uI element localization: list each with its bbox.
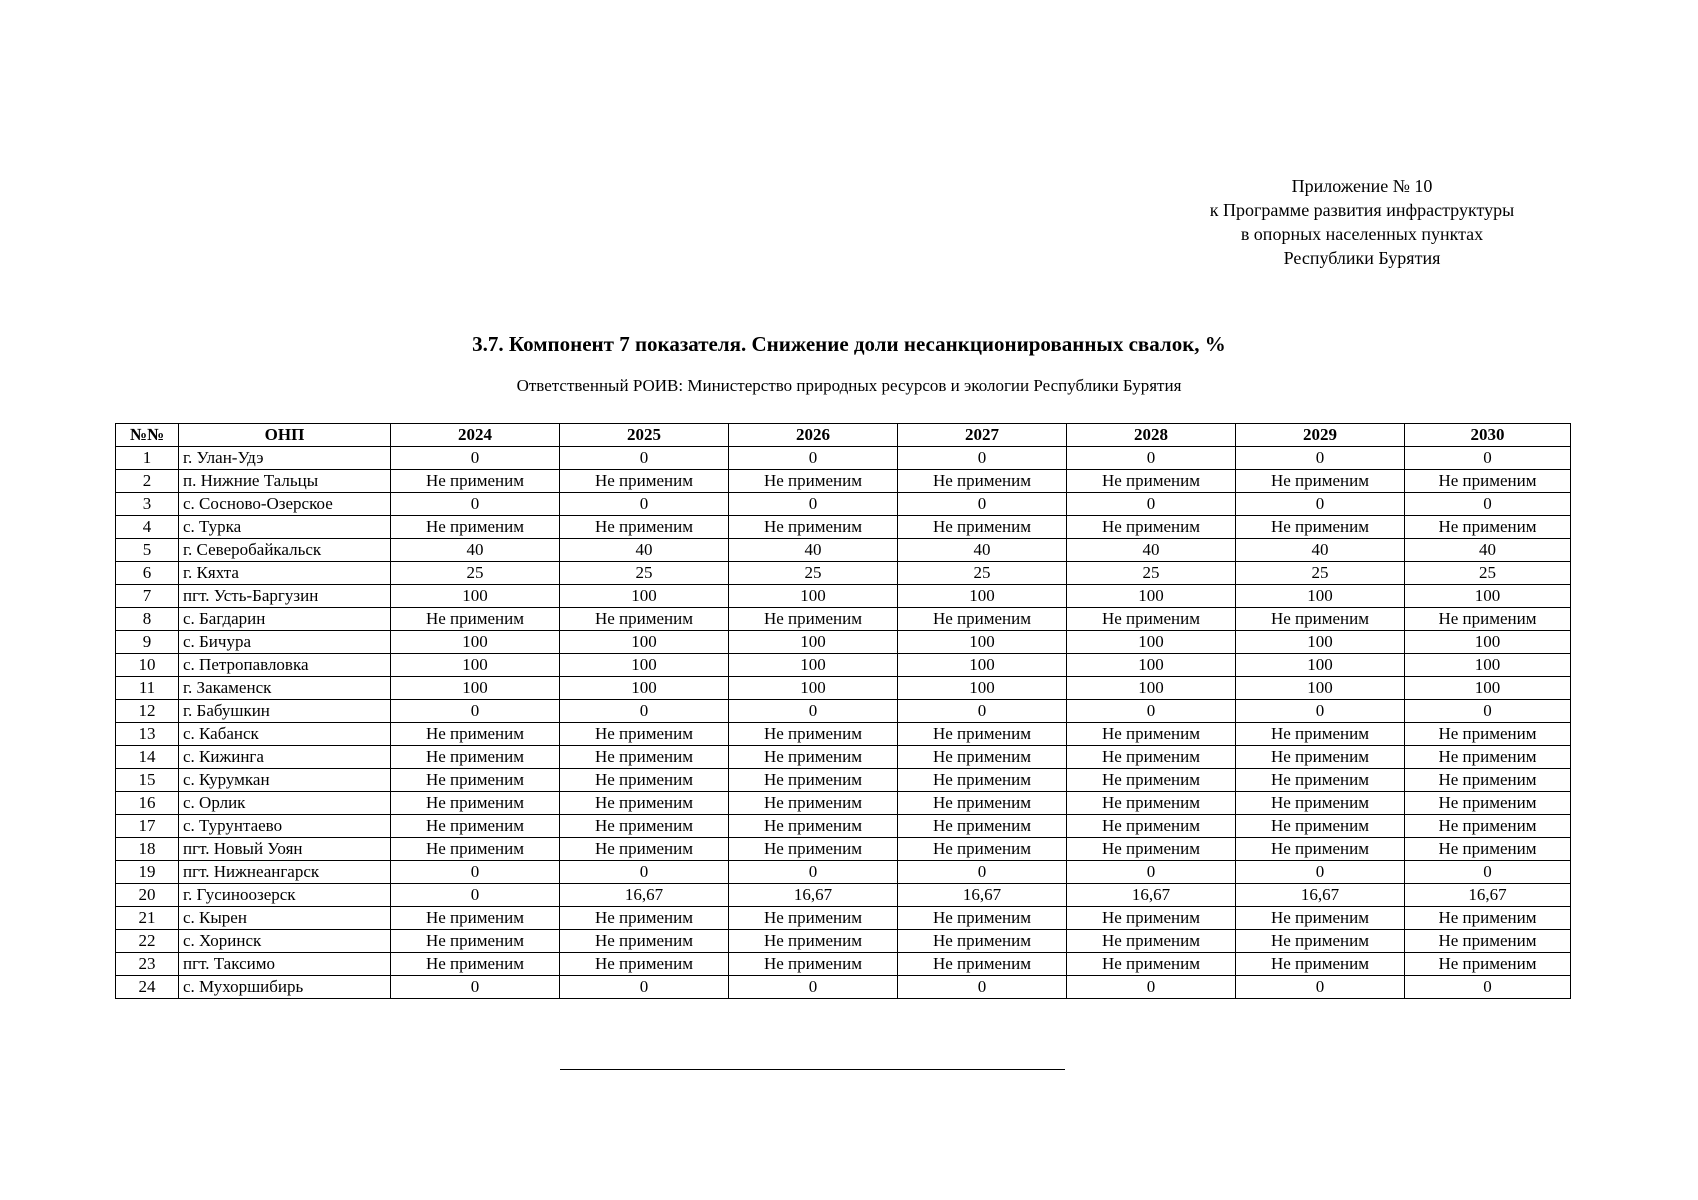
- year-value-cell: 0: [898, 493, 1067, 516]
- year-value-cell: Не применим: [391, 930, 560, 953]
- year-value-cell: Не применим: [729, 723, 898, 746]
- year-value-cell: Не применим: [1405, 815, 1571, 838]
- year-value-cell: Не применим: [1405, 746, 1571, 769]
- table-row: [116, 746, 1571, 769]
- year-value-cell: 100: [560, 585, 729, 608]
- row-number: 9: [116, 631, 179, 654]
- year-value-cell: 100: [391, 631, 560, 654]
- year-value-cell: Не применим: [560, 723, 729, 746]
- row-number: 21: [116, 907, 179, 930]
- row-number: 16: [116, 792, 179, 815]
- year-value-cell: Не применим: [560, 930, 729, 953]
- year-value-cell: 0: [1405, 493, 1571, 516]
- year-value-cell: 25: [1067, 562, 1236, 585]
- year-value-cell: Не применим: [729, 792, 898, 815]
- year-value-cell: Не применим: [1405, 470, 1571, 493]
- settlement-name: с. Багдарин: [179, 608, 391, 631]
- year-value-cell: 100: [1236, 677, 1405, 700]
- year-value-cell: Не применим: [898, 723, 1067, 746]
- header-year: 2030: [1405, 424, 1571, 447]
- row-number: 4: [116, 516, 179, 539]
- year-value-cell: 16,67: [560, 884, 729, 907]
- table-row: [116, 792, 1571, 815]
- year-value-cell: Не применим: [1405, 769, 1571, 792]
- year-value-cell: 25: [560, 562, 729, 585]
- year-value-cell: 0: [560, 447, 729, 470]
- table-row: [116, 562, 1571, 585]
- year-value-cell: Не применим: [1236, 470, 1405, 493]
- year-value-cell: 100: [391, 654, 560, 677]
- year-value-cell: Не применим: [391, 815, 560, 838]
- year-value-cell: Не применим: [898, 470, 1067, 493]
- year-value-cell: Не применим: [391, 746, 560, 769]
- year-value-cell: 0: [560, 700, 729, 723]
- settlement-name: с. Хоринск: [179, 930, 391, 953]
- settlement-name: с. Кабанск: [179, 723, 391, 746]
- table-row: [116, 493, 1571, 516]
- year-value-cell: Не применим: [391, 723, 560, 746]
- year-value-cell: 100: [729, 585, 898, 608]
- year-value-cell: Не применим: [1405, 953, 1571, 976]
- table-row: [116, 539, 1571, 562]
- year-value-cell: 0: [1236, 447, 1405, 470]
- year-value-cell: Не применим: [1236, 723, 1405, 746]
- year-value-cell: Не применим: [1067, 792, 1236, 815]
- year-value-cell: Не применим: [1405, 516, 1571, 539]
- table-row: [116, 470, 1571, 493]
- year-value-cell: 0: [1067, 493, 1236, 516]
- year-value-cell: Не применим: [729, 769, 898, 792]
- year-value-cell: Не применим: [1067, 953, 1236, 976]
- responsible-authority: Ответственный РОИВ: Министерство природных ресурсов и экологии Республики Бурятия: [516, 376, 1182, 395]
- row-number: 6: [116, 562, 179, 585]
- year-value-cell: 0: [1405, 976, 1571, 999]
- row-number: 7: [116, 585, 179, 608]
- row-number: 19: [116, 861, 179, 884]
- year-value-cell: 100: [898, 654, 1067, 677]
- year-value-cell: Не применим: [391, 470, 560, 493]
- year-value-cell: Не применим: [1236, 608, 1405, 631]
- year-value-cell: Не применим: [1405, 608, 1571, 631]
- settlement-name: г. Северобайкальск: [179, 539, 391, 562]
- row-number: 20: [116, 884, 179, 907]
- settlement-name: г. Гусиноозерск: [179, 884, 391, 907]
- year-value-cell: Не применим: [898, 746, 1067, 769]
- header-year: 2024: [391, 424, 560, 447]
- year-value-cell: Не применим: [898, 769, 1067, 792]
- year-value-cell: Не применим: [560, 746, 729, 769]
- year-value-cell: Не применим: [560, 953, 729, 976]
- year-value-cell: Не применим: [1067, 815, 1236, 838]
- year-value-cell: Не применим: [729, 907, 898, 930]
- year-value-cell: 0: [1236, 493, 1405, 516]
- year-value-cell: 100: [729, 677, 898, 700]
- table-row: [116, 723, 1571, 746]
- row-number: 2: [116, 470, 179, 493]
- year-value-cell: Не применим: [729, 815, 898, 838]
- year-value-cell: 16,67: [1067, 884, 1236, 907]
- year-value-cell: 0: [1236, 976, 1405, 999]
- year-value-cell: 100: [1236, 631, 1405, 654]
- year-value-cell: 40: [898, 539, 1067, 562]
- header-year: 2028: [1067, 424, 1236, 447]
- settlement-name: с. Мухоршибирь: [179, 976, 391, 999]
- settlement-name: с. Орлик: [179, 792, 391, 815]
- year-value-cell: 25: [391, 562, 560, 585]
- settlement-name: г. Улан-Удэ: [179, 447, 391, 470]
- year-value-cell: Не применим: [1236, 815, 1405, 838]
- table-row: [116, 608, 1571, 631]
- year-value-cell: 0: [729, 861, 898, 884]
- year-value-cell: 100: [1067, 677, 1236, 700]
- table-row: [116, 907, 1571, 930]
- year-value-cell: Не применим: [391, 516, 560, 539]
- year-value-cell: Не применим: [898, 838, 1067, 861]
- table-row: [116, 861, 1571, 884]
- year-value-cell: 0: [1067, 447, 1236, 470]
- year-value-cell: 100: [1405, 631, 1571, 654]
- settlement-name: пгт. Нижнеангарск: [179, 861, 391, 884]
- year-value-cell: Не применим: [1236, 953, 1405, 976]
- year-value-cell: Не применим: [729, 953, 898, 976]
- year-value-cell: Не применим: [729, 746, 898, 769]
- table-row: [116, 700, 1571, 723]
- year-value-cell: Не применим: [1067, 746, 1236, 769]
- year-value-cell: Не применим: [1405, 723, 1571, 746]
- year-value-cell: Не применим: [560, 815, 729, 838]
- year-value-cell: 40: [391, 539, 560, 562]
- settlement-name: пгт. Таксимо: [179, 953, 391, 976]
- table-row: [116, 654, 1571, 677]
- year-value-cell: 0: [729, 447, 898, 470]
- year-value-cell: Не применим: [1067, 516, 1236, 539]
- year-value-cell: Не применим: [1236, 907, 1405, 930]
- year-value-cell: 100: [560, 677, 729, 700]
- year-value-cell: 25: [898, 562, 1067, 585]
- row-number: 24: [116, 976, 179, 999]
- year-value-cell: 100: [1236, 654, 1405, 677]
- year-value-cell: 0: [729, 700, 898, 723]
- year-value-cell: 25: [1405, 562, 1571, 585]
- footer-rule: [560, 1069, 1065, 1070]
- year-value-cell: 0: [1236, 700, 1405, 723]
- table-row: [116, 769, 1571, 792]
- year-value-cell: 0: [1067, 976, 1236, 999]
- table-body: [116, 447, 1571, 999]
- year-value-cell: 0: [729, 493, 898, 516]
- year-value-cell: 40: [1236, 539, 1405, 562]
- year-value-cell: Не применим: [729, 930, 898, 953]
- settlement-name: пгт. Усть-Баргузин: [179, 585, 391, 608]
- year-value-cell: Не применим: [729, 608, 898, 631]
- year-value-cell: 40: [560, 539, 729, 562]
- year-value-cell: 40: [1067, 539, 1236, 562]
- year-value-cell: Не применим: [1067, 470, 1236, 493]
- header-settlement: ОНП: [179, 424, 391, 447]
- row-number: 11: [116, 677, 179, 700]
- row-number: 22: [116, 930, 179, 953]
- year-value-cell: 0: [1236, 861, 1405, 884]
- year-value-cell: 100: [729, 631, 898, 654]
- year-value-cell: 16,67: [1236, 884, 1405, 907]
- row-number: 3: [116, 493, 179, 516]
- row-number: 8: [116, 608, 179, 631]
- header-year: 2025: [560, 424, 729, 447]
- table-row: [116, 884, 1571, 907]
- year-value-cell: 0: [391, 861, 560, 884]
- appendix-line-1: Приложение № 10: [1291, 176, 1433, 196]
- year-value-cell: 100: [898, 677, 1067, 700]
- indicator-table: [115, 423, 1571, 999]
- year-value-cell: 25: [729, 562, 898, 585]
- table-row: [116, 447, 1571, 470]
- year-value-cell: 0: [1405, 447, 1571, 470]
- year-value-cell: 100: [1405, 654, 1571, 677]
- year-value-cell: 0: [898, 700, 1067, 723]
- year-value-cell: 0: [560, 861, 729, 884]
- settlement-name: г. Кяхта: [179, 562, 391, 585]
- year-value-cell: Не применим: [1067, 769, 1236, 792]
- year-value-cell: 0: [729, 976, 898, 999]
- row-number: 1: [116, 447, 179, 470]
- year-value-cell: Не применим: [391, 769, 560, 792]
- year-value-cell: 16,67: [729, 884, 898, 907]
- year-value-cell: 25: [1236, 562, 1405, 585]
- settlement-name: с. Курумкан: [179, 769, 391, 792]
- settlement-name: с. Кижинга: [179, 746, 391, 769]
- year-value-cell: Не применим: [1236, 746, 1405, 769]
- year-value-cell: Не применим: [1067, 723, 1236, 746]
- appendix-line-4: Республики Бурятия: [1283, 248, 1441, 268]
- year-value-cell: Не применим: [391, 907, 560, 930]
- year-value-cell: 0: [391, 447, 560, 470]
- table-row: [116, 838, 1571, 861]
- year-value-cell: 40: [1405, 539, 1571, 562]
- settlement-name: пгт. Новый Уоян: [179, 838, 391, 861]
- year-value-cell: Не применим: [1067, 608, 1236, 631]
- year-value-cell: 16,67: [898, 884, 1067, 907]
- year-value-cell: Не применим: [560, 792, 729, 815]
- year-value-cell: 0: [391, 976, 560, 999]
- appendix-line-2: к Программе развития инфраструктуры: [1209, 200, 1515, 220]
- year-value-cell: Не применим: [729, 516, 898, 539]
- year-value-cell: 0: [1067, 700, 1236, 723]
- year-value-cell: Не применим: [898, 953, 1067, 976]
- table-row: [116, 953, 1571, 976]
- year-value-cell: Не применим: [560, 608, 729, 631]
- year-value-cell: Не применим: [1236, 516, 1405, 539]
- year-value-cell: 0: [391, 884, 560, 907]
- row-number: 23: [116, 953, 179, 976]
- header-number: №№: [116, 424, 179, 447]
- year-value-cell: 16,67: [1405, 884, 1571, 907]
- year-value-cell: 0: [1067, 861, 1236, 884]
- year-value-cell: Не применим: [1236, 930, 1405, 953]
- year-value-cell: 0: [898, 976, 1067, 999]
- year-value-cell: 0: [1405, 700, 1571, 723]
- year-value-cell: 0: [1405, 861, 1571, 884]
- table-row: [116, 930, 1571, 953]
- year-value-cell: 0: [560, 493, 729, 516]
- year-value-cell: Не применим: [898, 930, 1067, 953]
- year-value-cell: 100: [1067, 631, 1236, 654]
- year-value-cell: 100: [1236, 585, 1405, 608]
- year-value-cell: 100: [391, 585, 560, 608]
- year-value-cell: 100: [898, 585, 1067, 608]
- year-value-cell: 100: [898, 631, 1067, 654]
- year-value-cell: Не применим: [1405, 838, 1571, 861]
- settlement-name: с. Турунтаево: [179, 815, 391, 838]
- year-value-cell: Не применим: [898, 608, 1067, 631]
- settlement-name: с. Кырен: [179, 907, 391, 930]
- year-value-cell: Не применим: [391, 953, 560, 976]
- year-value-cell: 0: [391, 700, 560, 723]
- year-value-cell: Не применим: [729, 838, 898, 861]
- year-value-cell: Не применим: [898, 815, 1067, 838]
- settlement-name: с. Петропавловка: [179, 654, 391, 677]
- settlement-name: г. Бабушкин: [179, 700, 391, 723]
- settlement-name: с. Турка: [179, 516, 391, 539]
- year-value-cell: Не применим: [1405, 907, 1571, 930]
- header-year: 2027: [898, 424, 1067, 447]
- year-value-cell: Не применим: [1236, 792, 1405, 815]
- year-value-cell: Не применим: [391, 838, 560, 861]
- year-value-cell: 0: [391, 493, 560, 516]
- table-row: [116, 815, 1571, 838]
- settlement-name: с. Бичура: [179, 631, 391, 654]
- year-value-cell: Не применим: [391, 608, 560, 631]
- row-number: 14: [116, 746, 179, 769]
- year-value-cell: Не применим: [1236, 838, 1405, 861]
- year-value-cell: Не применим: [898, 907, 1067, 930]
- year-value-cell: 100: [729, 654, 898, 677]
- year-value-cell: Не применим: [1236, 769, 1405, 792]
- year-value-cell: 0: [898, 447, 1067, 470]
- row-number: 15: [116, 769, 179, 792]
- year-value-cell: Не применим: [729, 470, 898, 493]
- row-number: 12: [116, 700, 179, 723]
- row-number: 18: [116, 838, 179, 861]
- table-row: [116, 516, 1571, 539]
- year-value-cell: Не применим: [1067, 930, 1236, 953]
- settlement-name: с. Сосново-Озерское: [179, 493, 391, 516]
- year-value-cell: Не применим: [560, 907, 729, 930]
- row-number: 13: [116, 723, 179, 746]
- year-value-cell: 100: [391, 677, 560, 700]
- year-value-cell: Не применим: [1405, 792, 1571, 815]
- header-year: 2026: [729, 424, 898, 447]
- year-value-cell: 100: [1405, 585, 1571, 608]
- table-row: [116, 976, 1571, 999]
- year-value-cell: Не применим: [560, 769, 729, 792]
- row-number: 10: [116, 654, 179, 677]
- year-value-cell: 100: [1405, 677, 1571, 700]
- year-value-cell: Не применим: [560, 516, 729, 539]
- year-value-cell: 40: [729, 539, 898, 562]
- table-row: [116, 585, 1571, 608]
- settlement-name: г. Закаменск: [179, 677, 391, 700]
- year-value-cell: Не применим: [898, 792, 1067, 815]
- year-value-cell: 0: [560, 976, 729, 999]
- row-number: 5: [116, 539, 179, 562]
- year-value-cell: Не применим: [1405, 930, 1571, 953]
- year-value-cell: Не применим: [1067, 838, 1236, 861]
- year-value-cell: Не применим: [1067, 907, 1236, 930]
- year-value-cell: 0: [898, 861, 1067, 884]
- table-row: [116, 677, 1571, 700]
- appendix-note: [1100, 174, 1624, 270]
- table-row: [116, 631, 1571, 654]
- year-value-cell: 100: [1067, 654, 1236, 677]
- year-value-cell: 100: [560, 631, 729, 654]
- table-header-row: [116, 424, 1571, 447]
- year-value-cell: Не применим: [560, 838, 729, 861]
- row-number: 17: [116, 815, 179, 838]
- header-year: 2029: [1236, 424, 1405, 447]
- year-value-cell: Не применим: [560, 470, 729, 493]
- year-value-cell: 100: [1067, 585, 1236, 608]
- year-value-cell: Не применим: [898, 516, 1067, 539]
- year-value-cell: 100: [560, 654, 729, 677]
- settlement-name: п. Нижние Тальцы: [179, 470, 391, 493]
- document-title: 3.7. Компонент 7 показателя. Снижение доли несанкционированных свалок, %: [472, 332, 1226, 356]
- year-value-cell: Не применим: [391, 792, 560, 815]
- appendix-line-3: в опорных населенных пунктах: [1240, 224, 1484, 244]
